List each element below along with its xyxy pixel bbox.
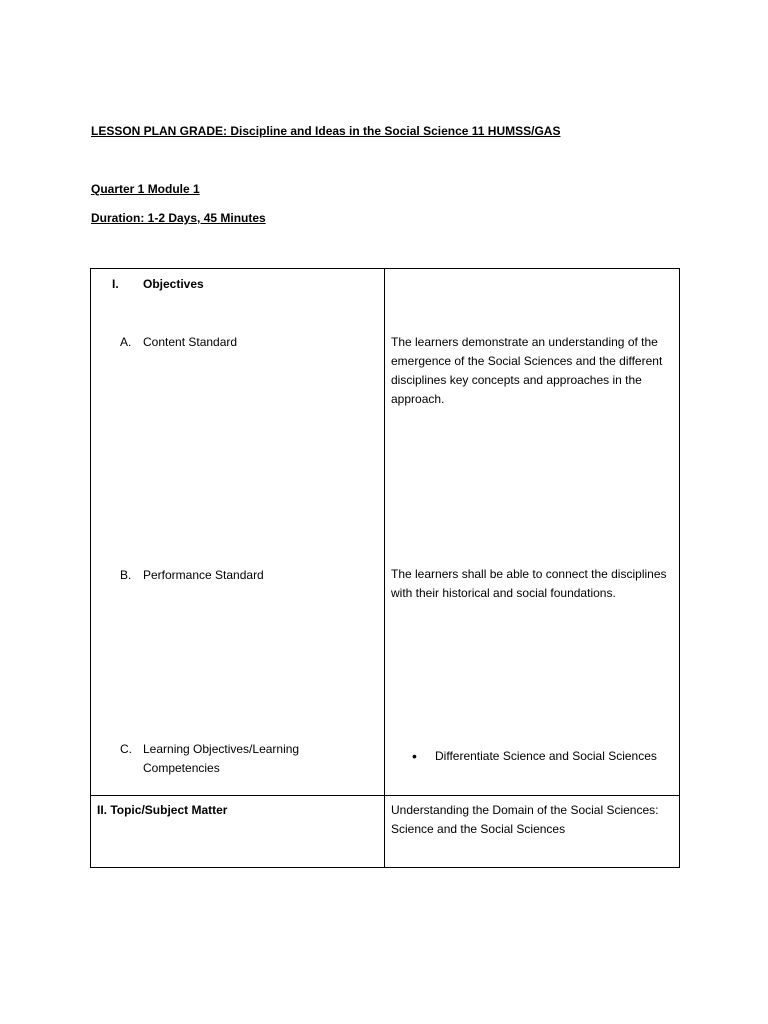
content-standard-text: The learners demonstrate an understanding of the emergence of the Social Sciences and the different disciplines key concepts and approaches in the approach.: [391, 335, 663, 406]
objectives-row: [91, 269, 680, 796]
objectives-heading-text: Objectives: [143, 277, 204, 291]
content-standard-label-text: Content Standard: [143, 335, 238, 349]
duration-heading: Duration: 1-2 Days, 45 Minutes: [91, 211, 266, 225]
learning-objectives-label-line2: Competencies: [143, 761, 220, 775]
performance-standard-label-text: Performance Standard: [143, 568, 264, 582]
topic-right-cell: [385, 796, 680, 868]
learning-objectives-label-line1: Learning Objectives/Learning: [143, 742, 300, 756]
lesson-plan-table: [90, 268, 680, 868]
topic-left-cell: [91, 796, 385, 868]
learning-objective-text: Differentiate Science and Social Sciences: [435, 749, 657, 763]
topic-text: Understanding the Domain of the Social Sciences: Science and the Social Sciences: [391, 803, 659, 836]
objectives-left-cell: [91, 269, 385, 796]
content-standard-letter: A.: [120, 335, 132, 349]
lesson-plan-title: LESSON PLAN GRADE: Discipline and Ideas in the Social Science 11 HUMSS/GAS: [91, 124, 561, 138]
objectives-numeral: I.: [112, 277, 119, 291]
quarter-module-heading: Quarter 1 Module 1: [91, 182, 200, 196]
performance-standard-letter: B.: [120, 568, 132, 582]
topic-row: [91, 796, 680, 868]
topic-heading: II. Topic/Subject Matter: [97, 803, 228, 817]
learning-objectives-letter: C.: [120, 742, 132, 756]
performance-standard-text: The learners shall be able to connect the disciplines with their historical and social foundations.: [391, 567, 667, 600]
objectives-right-cell: [385, 269, 680, 796]
bullet-icon: •: [412, 748, 417, 764]
